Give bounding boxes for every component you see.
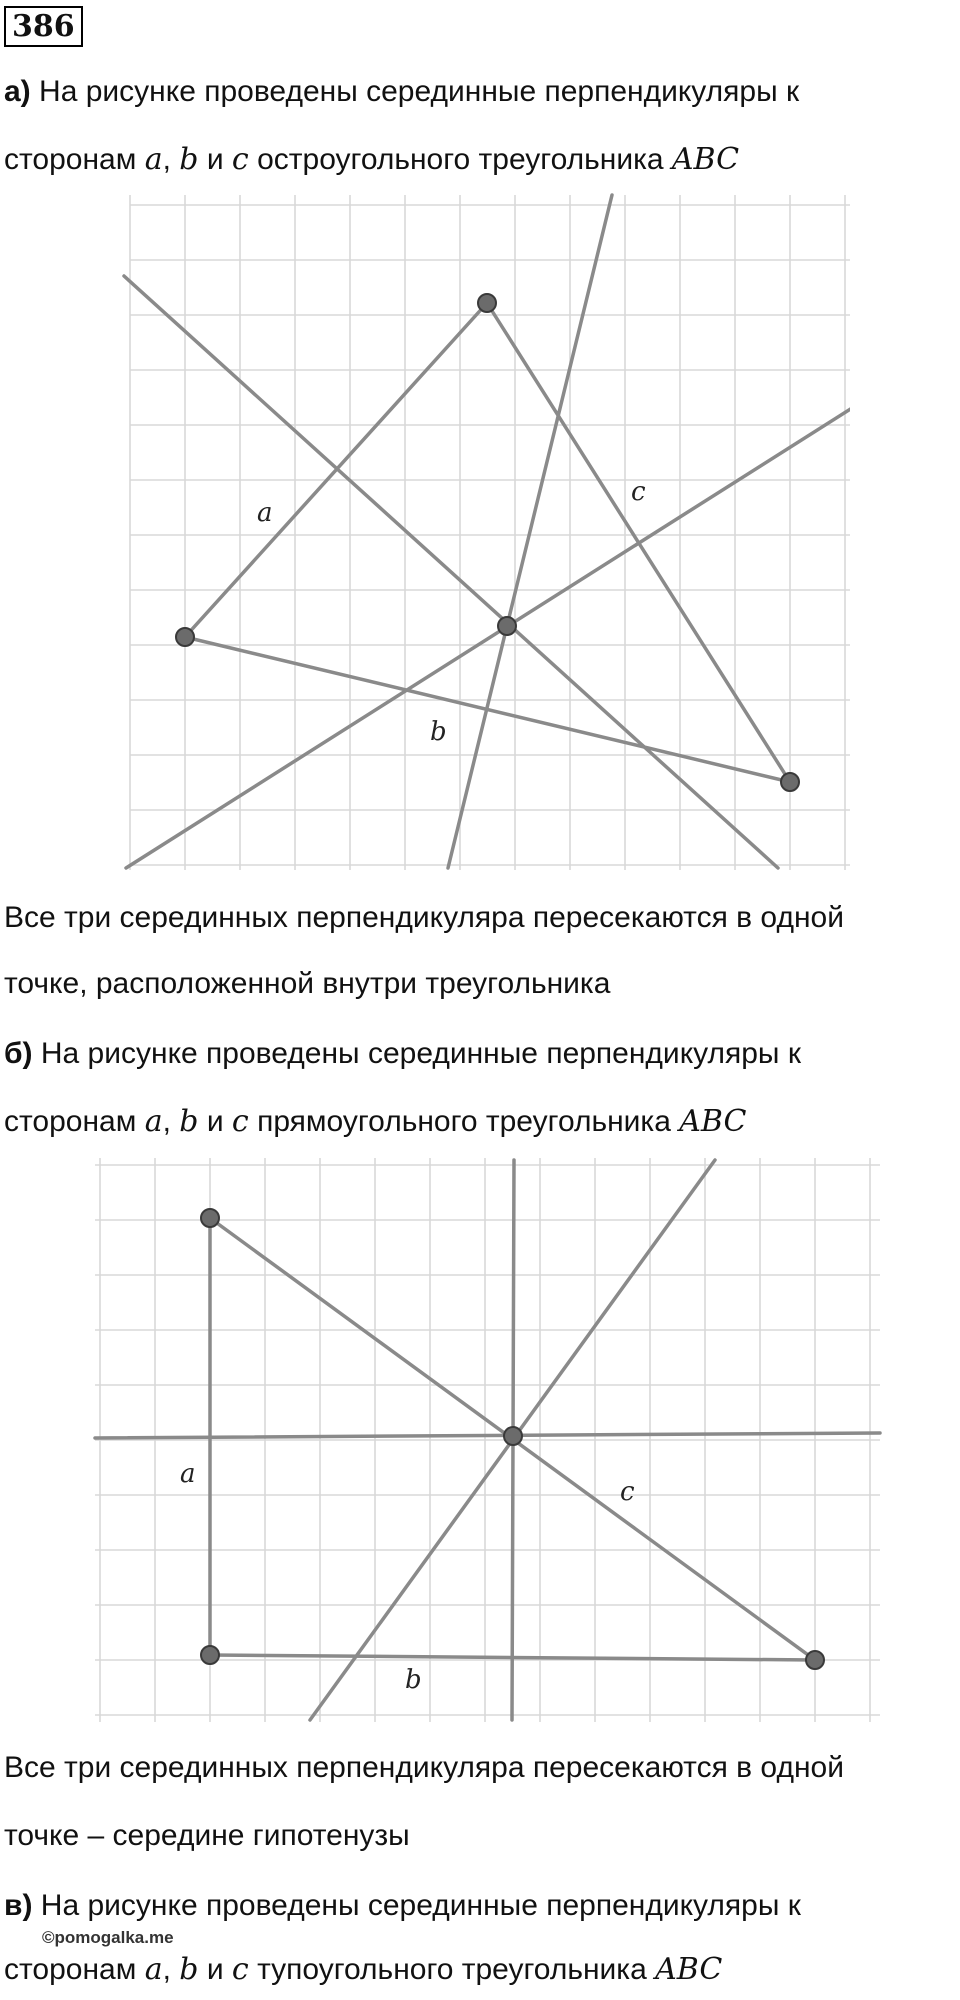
- part-c-intro-line1: [4, 1886, 801, 1926]
- problem-number: 386: [4, 6, 83, 47]
- part-b-suffix: прямоугольного треугольника: [257, 1105, 671, 1138]
- part-b-conclusion1: Все три серединных перпендикуляра пересекаются в одной: [4, 1751, 844, 1784]
- part-b-prefix: сторонам: [4, 1105, 137, 1138]
- grid-b: [95, 1158, 880, 1722]
- part-a-conclusion1: Все три серединных перпендикуляра пересекаются в одной: [4, 901, 844, 934]
- vertex-point: [201, 1646, 219, 1664]
- part-c-var-a: a: [144, 1952, 163, 1987]
- part-b-letter: б): [4, 1037, 33, 1070]
- watermark: ©pomogalka.me: [42, 1928, 174, 1947]
- part-c-suffix: тупоугольного треугольника: [257, 1953, 647, 1986]
- vertex-point: [176, 628, 194, 646]
- part-b-var-b: b: [179, 1104, 199, 1139]
- part-a-suffix: остроугольного треугольника: [257, 143, 664, 176]
- part-c-intro-line2: сторонам a, b и c тупоугольного треугольника ABC: [4, 1952, 723, 1987]
- figure-right-triangle: [90, 1150, 890, 1730]
- circumcenter-point: [498, 617, 516, 635]
- part-a-line1-text: На рисунке проведены серединные перпендикуляры к: [39, 75, 800, 108]
- part-a-letter: а): [4, 75, 31, 108]
- part-c-prefix: сторонам: [4, 1953, 137, 1986]
- part-a-and: и: [206, 143, 224, 176]
- part-b-and: и: [206, 1105, 224, 1138]
- label-a: a: [180, 1459, 196, 1489]
- part-a-intro-line1: [4, 72, 799, 112]
- vertex-point: [478, 294, 496, 312]
- part-b-conclusion2: точке – середине гипотенузы: [4, 1819, 410, 1852]
- part-b-var-c: c: [231, 1104, 249, 1139]
- vertex-point: [781, 773, 799, 791]
- part-a-var-b: b: [179, 142, 199, 177]
- vertex-point: [806, 1651, 824, 1669]
- vertex-point: [201, 1209, 219, 1227]
- label-b: b: [430, 717, 447, 747]
- part-b-intro-line2: сторонам a, b и c прямоугольного треугольника ABC: [4, 1104, 747, 1139]
- part-c-and: и: [206, 1953, 224, 1986]
- part-a-prefix: сторонам: [4, 143, 137, 176]
- circumcenter-point: [504, 1427, 522, 1445]
- part-a-intro-line2: сторонам a, b и c остроугольного треугольника ABC: [4, 142, 740, 177]
- part-a-conclusion2: точке, расположенной внутри треугольника: [4, 967, 611, 1000]
- part-b-var-a: a: [144, 1104, 163, 1139]
- part-b-intro-line1: [4, 1034, 801, 1074]
- label-c: c: [631, 477, 646, 507]
- bisector-b: [448, 195, 612, 868]
- label-a: a: [257, 498, 273, 528]
- part-c-var-c: c: [231, 1952, 249, 1987]
- part-c-var-b: b: [179, 1952, 199, 1987]
- bisector-a: [95, 1433, 880, 1438]
- part-a-var-c: c: [231, 142, 249, 177]
- part-c-letter: в): [4, 1889, 33, 1922]
- figure-acute-triangle: [120, 190, 850, 870]
- part-c-triangle: ABC: [655, 1952, 723, 1987]
- part-a-var-a: a: [144, 142, 163, 177]
- part-b-line1-text: На рисунке проведены серединные перпендикуляры к: [40, 1037, 801, 1070]
- label-c: c: [620, 1477, 635, 1507]
- part-b-triangle: ABC: [679, 1104, 747, 1139]
- part-c-line1-text: На рисунке проведены серединные перпендикуляры к: [40, 1889, 801, 1922]
- part-a-triangle: ABC: [671, 142, 740, 177]
- label-b: b: [405, 1665, 422, 1695]
- bisector-c: [126, 408, 850, 868]
